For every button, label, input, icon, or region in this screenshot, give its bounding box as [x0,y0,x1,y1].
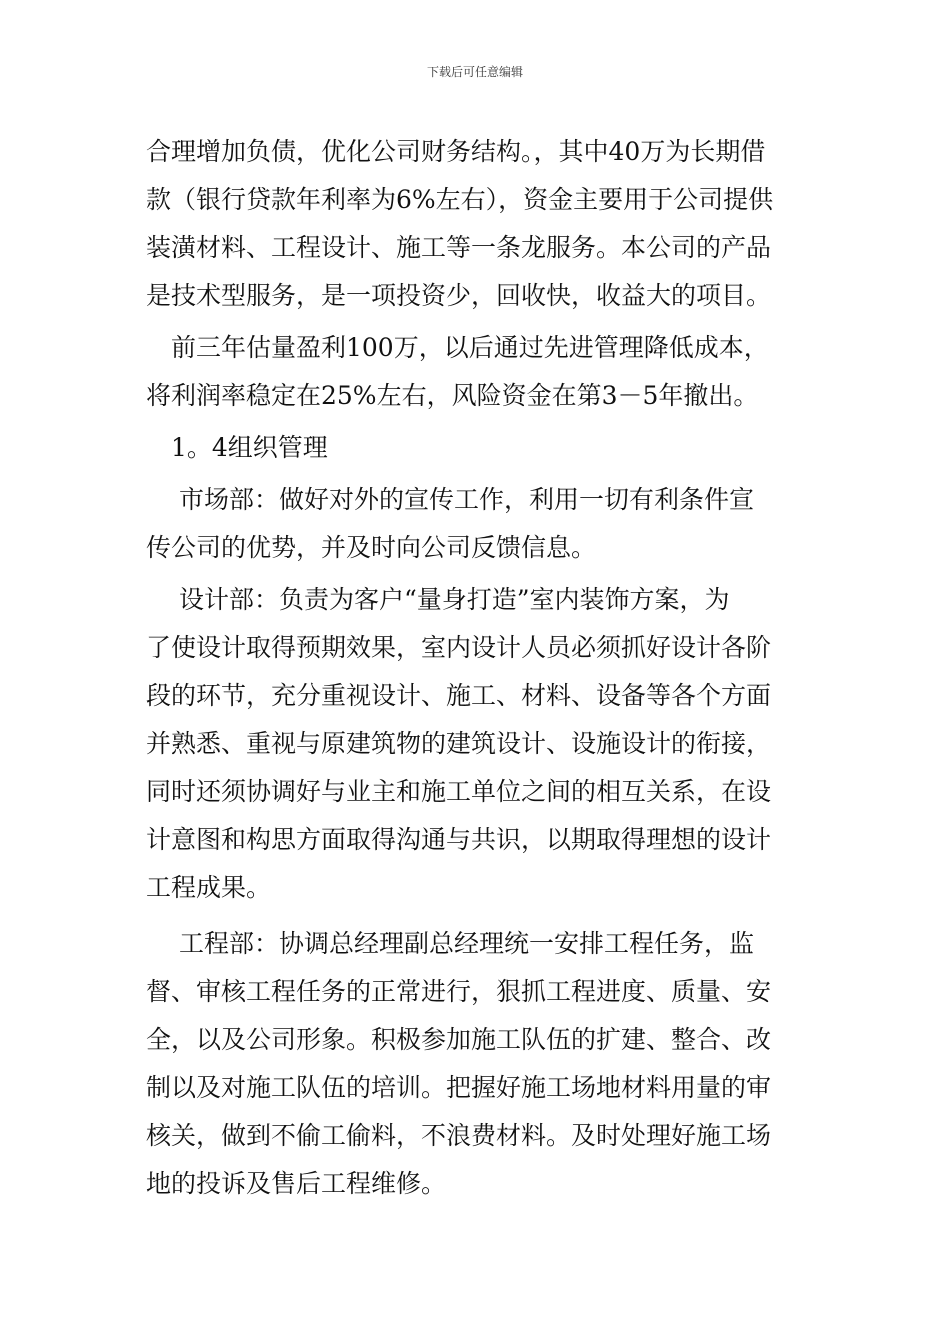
section-heading: 1。4组织管理 [146,433,328,462]
text-line: 设计部：负责为客户“量身打造”室内装饰方案，为 [146,585,730,614]
paragraph-financing [146,128,808,320]
text-line: 并熟悉、重视与原建筑物的建筑设计、设施设计的衔接， [146,729,772,758]
text-line: 合理增加负债，优化公司财务结构。，其中40万为长期借 [146,137,766,166]
text-line: 工程部：协调总经理副总经理统一安排工程任务，监 [146,929,754,958]
text-line: 地的投诉及售后工程维修。 [146,1169,447,1198]
text-line: 市场部：做好对外的宣传工作，利用一切有利条件宣 [146,485,754,514]
text-line: 传公司的优势，并及时向公司反馈信息。 [146,533,597,562]
section-heading-organization [146,424,808,472]
document-body [146,128,808,1208]
text-line: 核关，做到不偷工偷料，不浪费材料。及时处理好施工场 [146,1121,772,1150]
text-line: 是技术型服务，是一项投资少，回收快，收益大的项目。 [146,281,772,310]
text-line: 同时还须协调好与业主和施工单位之间的相互关系，在设 [146,777,772,806]
text-line: 款（银行贷款年利率为6%左右），资金主要用于公司提供 [146,185,774,214]
paragraph-marketing-dept [146,476,808,572]
text-line: 制以及对施工队伍的培训。把握好施工场地材料用量的审 [146,1073,772,1102]
paragraph-design-dept [146,576,808,912]
text-line: 全，以及公司形象。积极参加施工队伍的扩建、整合、改 [146,1025,772,1054]
text-line: 了使设计取得预期效果，室内设计人员必须抓好设计各阶 [146,633,772,662]
text-line: 前三年估量盈利100万，以后通过先进管理降低成本， [146,333,769,362]
text-line: 装潢材料、工程设计、施工等一条龙服务。本公司的产品 [146,233,772,262]
paragraph-profit-forecast [146,324,808,420]
text-line: 计意图和构思方面取得沟通与共识，以期取得理想的设计 [146,825,772,854]
text-line: 督、审核工程任务的正常进行，狠抓工程进度、质量、安 [146,977,772,1006]
text-line: 工程成果。 [146,873,272,902]
text-line: 将利润率稳定在25%左右，风险资金在第3－5年撤出。 [146,381,759,410]
text-line: 段的环节，充分重视设计、施工、材料、设备等各个方面 [146,681,772,710]
paragraph-engineering-dept [146,920,808,1208]
page-header: 下载后可任意编辑 [426,65,523,79]
